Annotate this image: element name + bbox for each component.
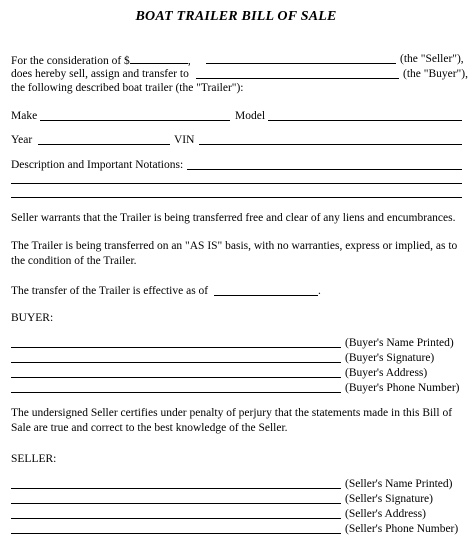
description-label: Description and Important Notations: [11, 159, 184, 171]
buyer-signature-label: (Buyer's Signature) [345, 352, 435, 364]
amount-field[interactable] [130, 52, 188, 64]
described-text: the following described boat trailer (the "Trailer"): [11, 82, 244, 94]
seller-name-printed-field[interactable] [11, 488, 341, 489]
buyer-name-printed-field[interactable] [11, 347, 341, 348]
seller-tag: (the "Seller"), [400, 53, 464, 65]
seller-signature-field[interactable] [11, 503, 341, 504]
year-field[interactable] [38, 144, 170, 145]
effective-period: . [318, 285, 321, 297]
seller-address-field[interactable] [11, 518, 341, 519]
as-is-paragraph: The Trailer is being transferred on an "AS IS" basis, with no warranties, express or implied, as to the condition of the Trailer. [11, 240, 458, 267]
consideration-label: For the consideration of $ [11, 55, 130, 67]
effective-label: The transfer of the Trailer is effective as of [11, 285, 209, 297]
buyer-phone-label: (Buyer's Phone Number) [345, 382, 460, 394]
seller-name-printed-label: (Seller's Name Printed) [345, 478, 453, 490]
description-field-3[interactable] [11, 197, 462, 198]
make-label: Make [11, 110, 38, 122]
buyer-name-printed-label: (Buyer's Name Printed) [345, 337, 454, 349]
consideration-separator: , [187, 55, 191, 67]
buyer-phone-field[interactable] [11, 392, 341, 393]
seller-phone-label: (Seller's Phone Number) [345, 523, 459, 535]
buyer-name-field[interactable] [196, 78, 399, 79]
effective-date-field[interactable] [214, 295, 318, 296]
description-field-2[interactable] [11, 183, 462, 184]
seller-phone-field[interactable] [11, 533, 341, 534]
year-label: Year [11, 134, 33, 146]
vin-label: VIN [174, 134, 195, 146]
model-label: Model [235, 110, 266, 122]
vin-field[interactable] [199, 144, 462, 145]
buyer-address-label: (Buyer's Address) [345, 367, 428, 379]
buyer-signature-field[interactable] [11, 362, 341, 363]
buyer-address-field[interactable] [11, 377, 341, 378]
make-field[interactable] [40, 120, 230, 121]
certification-paragraph: The undersigned Seller certifies under penalty of perjury that the statements made in this Bill of Sale are true and correct to the best knowledge of the Seller. [11, 407, 453, 434]
consideration-line [11, 52, 191, 68]
seller-name-field[interactable] [206, 63, 396, 64]
model-field[interactable] [268, 120, 462, 121]
seller-signature-label: (Seller's Signature) [345, 493, 433, 505]
buyer-heading: BUYER: [11, 312, 54, 324]
warranty-paragraph: Seller warrants that the Trailer is being transferred free and clear of any liens and encumbrances. [11, 212, 456, 224]
buyer-tag: (the "Buyer"), [403, 68, 468, 80]
document-title: BOAT TRAILER BILL OF SALE [135, 9, 337, 24]
seller-heading: SELLER: [11, 453, 57, 465]
transfer-label: does hereby sell, assign and transfer to [11, 68, 189, 80]
seller-address-label: (Seller's Address) [345, 508, 426, 520]
description-field-1[interactable] [187, 169, 462, 170]
